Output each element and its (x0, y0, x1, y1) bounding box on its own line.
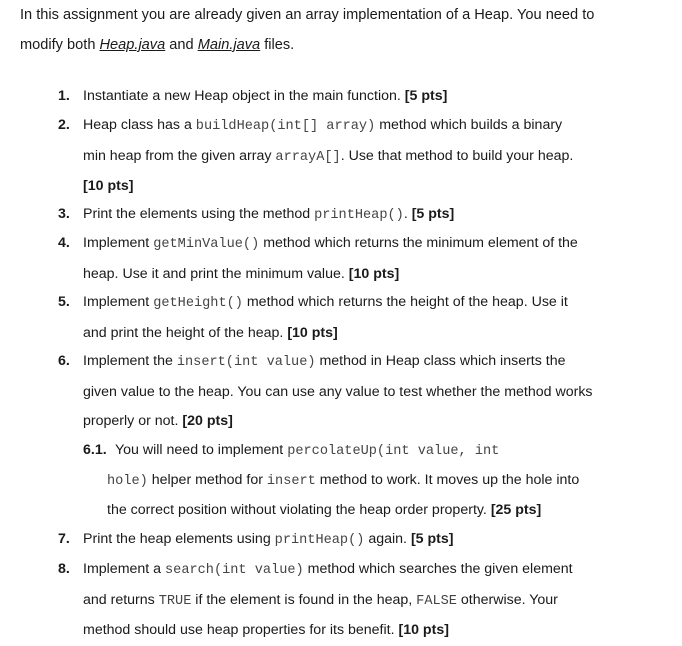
task-text: Instantiate a new Heap object in the main function. (83, 88, 405, 104)
points-label: [20 pts] (182, 413, 233, 429)
task-text: Print the elements using the method (83, 206, 315, 222)
code-percolateup: percolateUp(int value, int (287, 444, 500, 459)
intro-text: In this assignment you are already given an array implementation of a Heap. You need to (20, 7, 595, 23)
task-text: method which builds a binary (375, 117, 563, 133)
task-number: 1. (58, 88, 70, 104)
task-text: method which searches the given element (303, 561, 573, 577)
task-number: 2. (58, 117, 70, 133)
task-text: again. (364, 531, 411, 547)
task-text: helper method for (147, 471, 267, 488)
task-text: Implement (83, 294, 154, 310)
points-label: [5 pts] (411, 206, 455, 222)
intro-text-b: modify both (20, 37, 100, 53)
code-insert: insert(int value) (176, 355, 316, 370)
code-getheight: getHeight() (153, 296, 243, 311)
intro-and: and (165, 37, 198, 53)
task-text: heap. Use it and print the minimum value. (83, 265, 349, 282)
points-label: [10 pts] (287, 324, 338, 341)
main-java-link[interactable]: Main.java (197, 37, 261, 53)
task-text: . Use that method to build your heap. (340, 147, 574, 164)
intro-files: files. (260, 37, 295, 53)
task-text: method which returns the height of the heap. Use it (242, 294, 568, 310)
code-search: search(int value) (165, 563, 304, 578)
points-label: [5 pts] (410, 531, 454, 547)
task-text: the correct position without violating the heap order property. (107, 502, 491, 518)
task-text: otherwise. Your (456, 591, 558, 608)
task-text: . (403, 206, 412, 222)
intro-line-1 (20, 0, 670, 30)
task-text: and print the height of the heap. (83, 324, 288, 341)
task-text: method should use heap properties for its benefit. (83, 622, 399, 638)
code-arraya: arrayA[] (275, 149, 341, 165)
task-text: method to work. It moves up the hole into (315, 471, 580, 488)
code-getminvalue: getMinValue() (153, 237, 260, 252)
points-label: [10 pts] (348, 265, 400, 282)
task-text: method which returns the minimum element of the (259, 235, 578, 251)
task-text: min heap from the given array (83, 147, 276, 164)
task-text: Implement a (83, 561, 166, 577)
task-number: 3. (58, 206, 70, 222)
task-number: 7. (58, 531, 70, 547)
points-label: [25 pts] (490, 502, 542, 518)
task-number: 5. (58, 294, 70, 310)
code-hole: hole) (107, 473, 148, 489)
task-text: and returns (83, 591, 159, 608)
task-text: You will need to implement (115, 442, 288, 458)
code-false: FALSE (416, 593, 457, 609)
points-label: [5 pts] (404, 88, 448, 104)
points-label: [10 pts] (398, 622, 449, 638)
task-text: Print the heap elements using (83, 531, 275, 547)
task-text: properly or not. (83, 413, 183, 429)
task-text: Heap class has a (83, 117, 196, 133)
task-number: 6.1. (83, 442, 107, 458)
task-text: Implement (83, 235, 154, 251)
task-text: Implement the (83, 353, 177, 369)
task-text: if the element is found in the heap, (191, 591, 417, 608)
code-true: TRUE (158, 593, 192, 609)
task-text: given value to the heap. You can use any value to test whether the method works (83, 383, 593, 400)
intro-line-2 (20, 30, 670, 60)
code-printheap: printHeap() (274, 533, 365, 548)
task-text: method in Heap class which inserts the (315, 353, 566, 369)
code-printheap: printHeap() (314, 208, 404, 223)
task-number: 8. (58, 561, 70, 577)
task-number: 4. (58, 235, 70, 251)
points-label: [10 pts] (83, 178, 134, 194)
intro-paragraph (20, 0, 670, 60)
heap-java-link[interactable]: Heap.java (99, 37, 166, 53)
task-number: 6. (58, 353, 70, 369)
code-insert-ref: insert (266, 473, 316, 489)
code-buildheap: buildHeap(int[] array) (195, 119, 376, 134)
